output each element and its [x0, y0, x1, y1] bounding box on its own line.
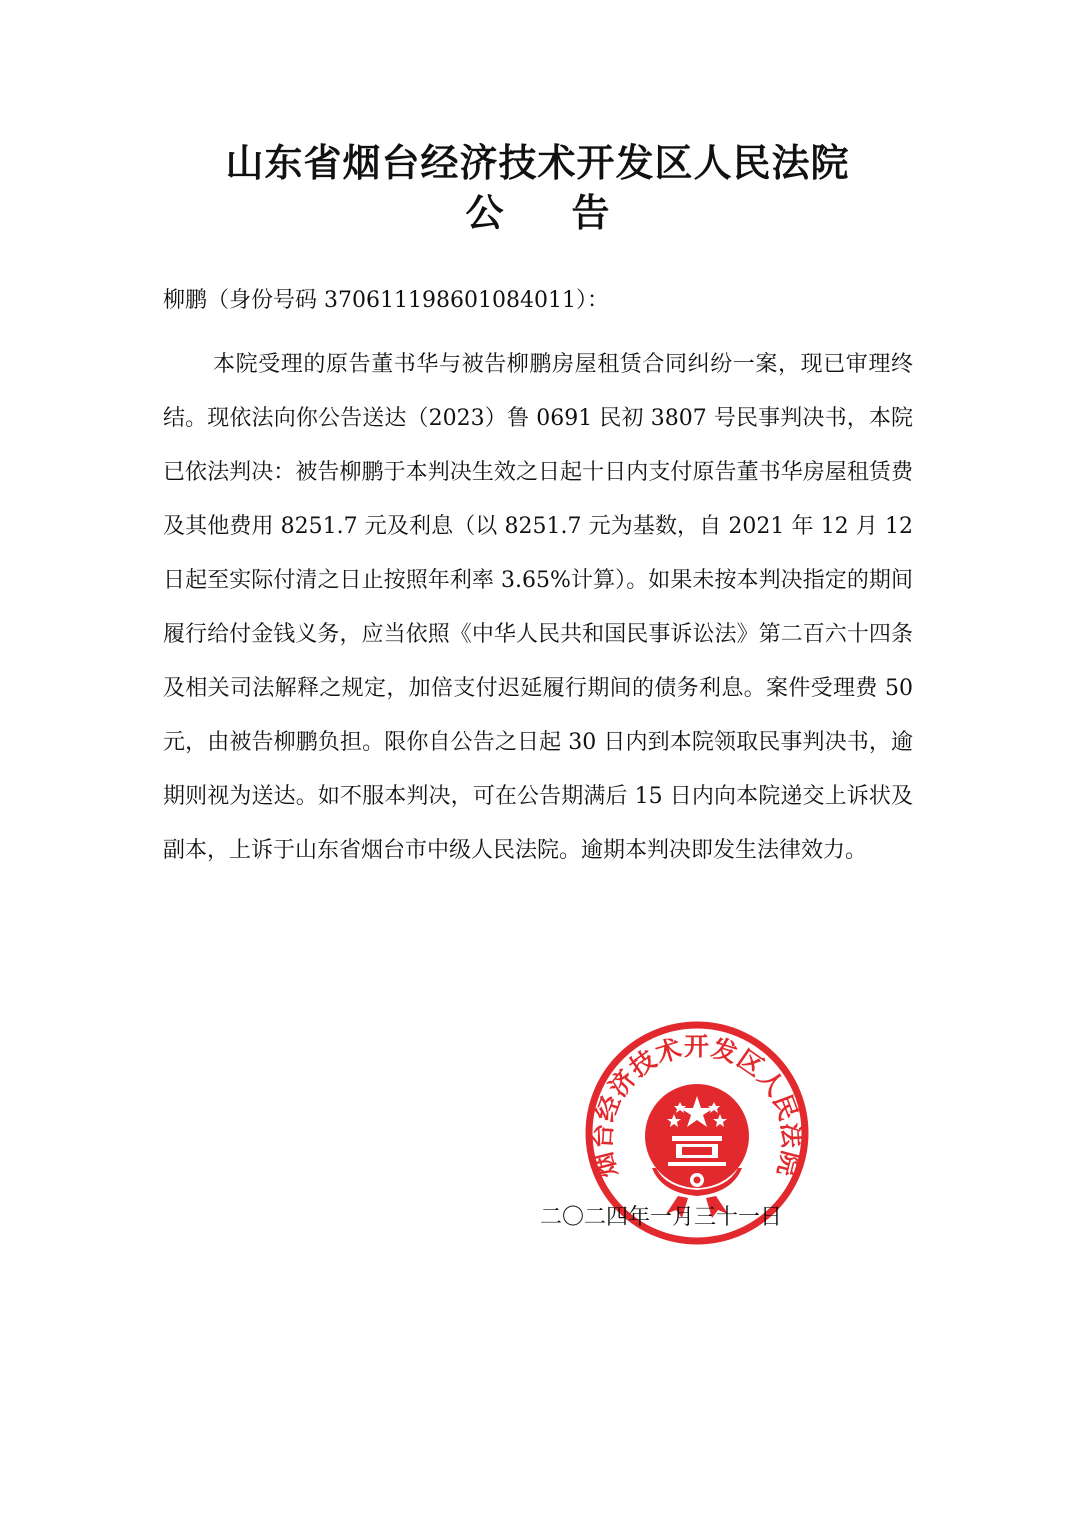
- notice-body: 本院受理的原告董书华与被告柳鹏房屋租赁合同纠纷一案，现已审理终结。现依法向你公告送达（2023）鲁 0691 民初 3807 号民事判决书，本院已依法判决：被告柳鹏于本判决生效之日起十日内支付原告董书华房屋租赁费及其他费用 8251.7 元及利息（以 8251.7 元为基数，自 2021 年 12 月 12 日起至实际付清之日止按照年利率 3.65%计算）。如果未按本判决指定的期间履行给付金钱义务，应当依照《中华人民共和国民事诉讼法》第二百六十四条及相关司法解释之规定，加倍支付迟延履行期间的债务利息。案件受理费 50 元，由被告柳鹏负担。限你自公告之日起 30 日内到本院领取民事判决书，逾期则视为送达。如不服本判决，可在公告期满后 15 日内向本院递交上诉状及副本，上诉于山东省烟台市中级人民法院。逾期本判决即发生法律效力。: [163, 352, 913, 863]
- addressee-line: 柳鹏（身份号码 370611198601084011）：: [163, 288, 609, 313]
- court-seal-stamp: [582, 1018, 812, 1248]
- issue-date: 二〇二四年一月三十一日: [540, 1205, 783, 1230]
- seal-text: 烟台经济技术开发区人民法院: [587, 1032, 807, 1181]
- national-emblem-icon: [645, 1084, 749, 1218]
- notice-heading: 公告: [465, 190, 678, 235]
- court-name-title: 山东省烟台经济技术开发区人民法院: [225, 140, 850, 185]
